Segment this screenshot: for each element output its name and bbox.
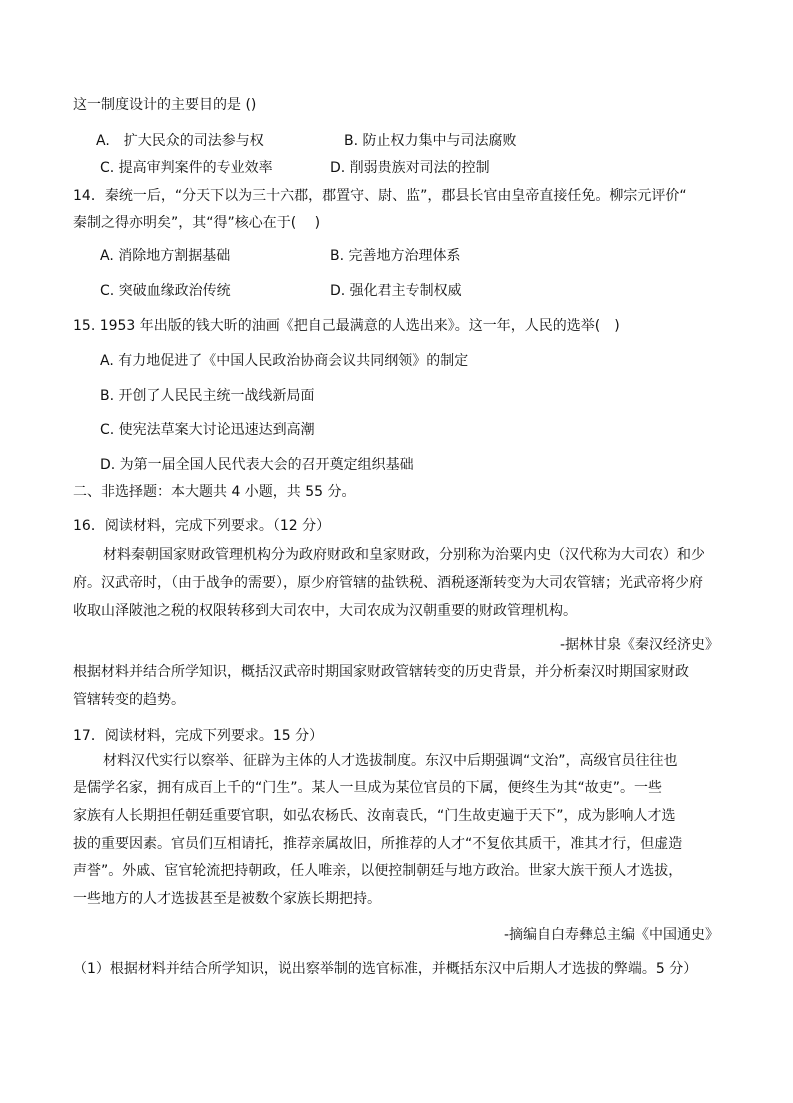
q14-stem-line1: 14．秦统一后，“分天下以为三十六郡，郡置守、尉、监”，郡县长官由皇帝直接任免。柳宗元评价“ — [73, 188, 687, 204]
q16-material-line: 收取山泽陂池之税的权限转移到大司农中，大司农成为汉朝重要的财政管理机构。 — [73, 603, 577, 619]
q14-option-d[interactable]: D. 强化君主专制权威 — [330, 283, 462, 299]
q15-option-d[interactable]: D. 为第一届全国人民代表大会的召开奠定组织基础 — [100, 457, 414, 473]
q15-option-a[interactable]: A. 有力地促进了《中国人民政治协商会议共同纲领》的制定 — [100, 353, 469, 369]
q13-stem-tail: 这一制度设计的主要目的是 () — [73, 97, 257, 113]
q17-material-line: 材料汉代实行以察举、征辟为主体的人才选拔制度。东汉中后期强调“文治”，高级官员往往也 — [103, 753, 678, 769]
q15-option-b[interactable]: B. 开创了人民民主统一战线新局面 — [100, 388, 315, 404]
q17-material-line: 是儒学名家，拥有成百上千的“门生”。某人一旦成为某位官员的下属，便终生为其“故吏”。一些 — [73, 780, 663, 796]
q17-title: 17．阅读材料，完成下列要求。15 分） — [73, 728, 324, 744]
q13-option-b[interactable]: B. 防止权力集中与司法腐败 — [344, 133, 517, 149]
q17-subquestion-1: （1）根据材料并结合所学知识，说出察举制的选官标准，并概括东汉中后期人才选拔的弊端。5 分） — [73, 961, 698, 977]
q17-material-line: 家族有人长期担任朝廷重要官职，如弘农杨氏、汝南袁氏，“门生故吏遍于天下”，成为影响人才选 — [73, 808, 676, 824]
q16-material-line: 材料秦朝国家财政管理机构分为政府财政和皇家财政，分别称为治粟内史（汉代称为大司农）和少 — [103, 547, 705, 563]
section2-heading: 二、非选择题：本大题共 4 小题，共 55 分。 — [73, 484, 356, 500]
q16-source: -据林甘泉《秦汉经济史》 — [559, 637, 719, 653]
q14-option-b[interactable]: B. 完善地方治理体系 — [330, 248, 461, 264]
q15-option-c[interactable]: C. 使宪法草案大讨论迅速达到高潮 — [100, 422, 315, 438]
q16-title: 16．阅读材料，完成下列要求。（12 分） — [73, 518, 331, 534]
q16-material-line: 府。汉武帝时，（由于战争的需要），原少府管辖的盐铁税、酒税逐渐转变为大司农管辖；光武帝将少府 — [73, 575, 703, 591]
q16-task-line: 根据材料并结合所学知识，概括汉武帝时期国家财政管辖转变的历史背景，并分析秦汉时期国家财政 — [73, 664, 689, 680]
q13-option-c[interactable]: C. 提高审判案件的专业效率 — [100, 160, 273, 176]
q13-option-d[interactable]: D. 削弱贵族对司法的控制 — [330, 160, 490, 176]
q15-stem: 15. 1953 年出版的钱大昕的油画《把自己最满意的人选出来》。这一年，人民的选举( ) — [73, 318, 620, 334]
q17-material-line: 声誉”。外戚、宦官轮流把持朝政，任人唯亲，以便控制朝廷与地方政治。世家大族干预人才选拔， — [73, 863, 683, 879]
q17-material-line: 一些地方的人才选拔甚至是被数个家族长期把持。 — [73, 891, 381, 907]
q14-option-c[interactable]: C. 突破血缘政治传统 — [100, 283, 231, 299]
q16-task-line: 管辖转变的趋势。 — [73, 692, 185, 708]
q17-source: -摘编自白寿彝总主编《中国通史》 — [503, 927, 719, 943]
q14-option-a[interactable]: A. 消除地方割据基础 — [100, 248, 231, 264]
q17-material-line: 拔的重要因素。官员们互相请托，推荐亲属故旧，所推荐的人才“不复依其质干，准其才行，但虚造 — [73, 836, 683, 852]
q14-stem-line2: 秦制之得亦明矣”，其“得”核心在于( ) — [73, 215, 321, 231]
q13-option-a[interactable]: A. 扩大民众的司法参与权 — [96, 133, 264, 149]
